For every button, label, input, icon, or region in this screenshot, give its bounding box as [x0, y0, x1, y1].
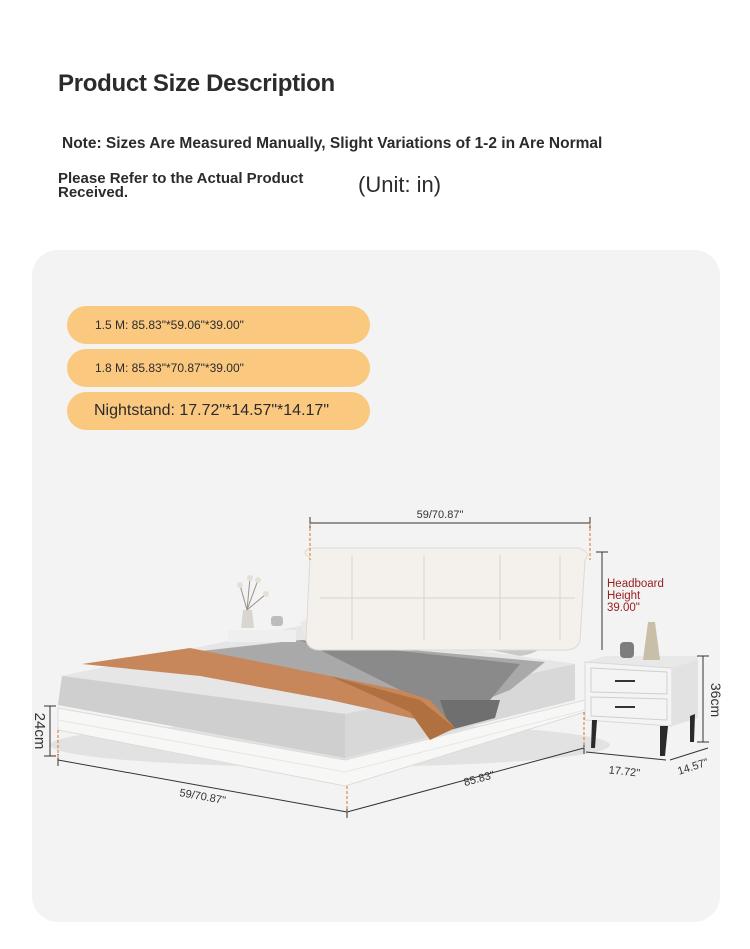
unit-label: (Unit: in): [358, 172, 442, 197]
size-label: 1.8 M: 85.83"*70.87"*39.00": [95, 361, 244, 375]
page-title: Product Size Description: [58, 70, 335, 97]
size-label: 1.5 M: 85.83"*59.06"*39.00": [95, 318, 244, 332]
refer-note: Please Refer to the Actual Product Received.: [58, 170, 304, 201]
headboard-height-label: Height: [607, 590, 641, 602]
nightstand-width-label: 17.72": [608, 764, 641, 780]
headboard-width-label: 59/70.87": [416, 509, 464, 521]
nightstand-height-label: 36cm: [708, 682, 724, 718]
flower-vase: [237, 575, 283, 628]
headboard-height-value: 39.00": [607, 602, 640, 614]
nightstand-depth-label: 14.57": [676, 756, 710, 778]
bed-width-label: 59/70.87": [178, 787, 227, 808]
measurement-note: Note: Sizes Are Measured Manually, Slight Variations of 1-2 in Are Normal: [62, 135, 603, 152]
bed-length-label: 85.83": [462, 769, 496, 789]
headboard-height-label: Headboard: [607, 578, 664, 590]
bed-height-label: 24cm: [31, 712, 48, 750]
bed-image: [50, 548, 610, 786]
size-label: Nightstand: 17.72"*14.57"*14.17": [94, 402, 329, 419]
nightstand-width-line: [586, 752, 666, 760]
